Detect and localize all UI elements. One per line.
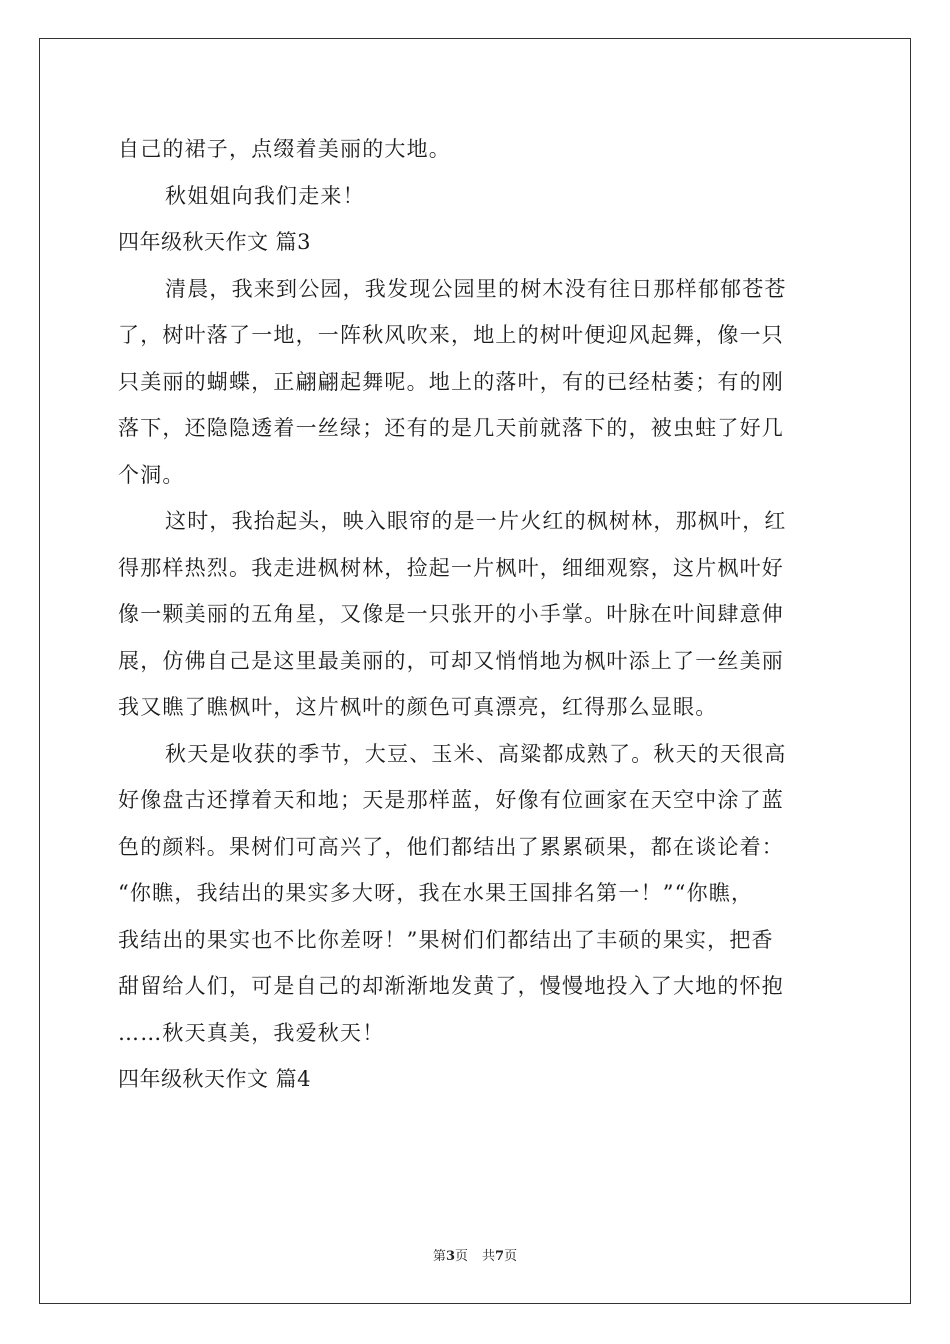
- page-footer: [0, 1248, 950, 1266]
- paragraph-line: 了，树叶落了一地，一阵秋风吹来，地上的树叶便迎风起舞，像一只: [118, 323, 784, 347]
- paragraph-line: 好像盘古还撑着天和地；天是那样蓝，好像有位画家在天空中涂了蓝: [118, 788, 784, 812]
- paragraph-line: “你瞧，我结出的果实多大呀，我在水果王国排名第一！”“你瞧，: [118, 881, 754, 905]
- paragraph-line: 像一颗美丽的五角星，又像是一只张开的小手掌。叶脉在叶间肆意伸: [118, 602, 784, 626]
- paragraph-line: 自己的裙子，点缀着美丽的大地。: [118, 137, 451, 161]
- total-label-suffix: 页: [504, 1249, 518, 1264]
- paragraph-line: 落下，还隐隐透着一丝绿；还有的是几天前就落下的，被虫蛀了好几: [118, 416, 784, 440]
- paragraph-line: 甜留给人们，可是自己的却渐渐地发黄了，慢慢地投入了大地的怀抱: [118, 974, 784, 998]
- total-label-prefix: 共: [482, 1249, 496, 1264]
- paragraph-line: 展，仿佛自己是这里最美丽的，可却又悄悄地为枫叶添上了一丝美丽: [118, 648, 784, 673]
- total-pages-number: 7: [495, 1249, 505, 1264]
- paragraph-line: 秋姐姐向我们走来！: [165, 183, 365, 208]
- current-page-number: 3: [445, 1249, 455, 1264]
- paragraph-line: 清晨，我来到公园，我发现公园里的树木没有往日那样郁郁苍苍: [165, 276, 787, 301]
- section-heading: 四年级秋天作文 篇3: [118, 230, 312, 254]
- paragraph-line: ……秋天真美，我爱秋天！: [118, 1020, 385, 1045]
- paragraph-line: 得那样热烈。我走进枫树林，捡起一片枫叶，细细观察，这片枫叶好: [118, 555, 784, 580]
- paragraph-line: 个洞。: [118, 462, 185, 487]
- page-label-prefix: 第: [432, 1249, 446, 1264]
- paragraph-line: 我结出的果实也不比你差呀！”果树们们都结出了丰硕的果实，把香: [118, 927, 774, 952]
- paragraph-line: 秋天是收获的季节，大豆、玉米、高粱都成熟了。秋天的天很高: [165, 741, 787, 766]
- section-heading: 四年级秋天作文 篇4: [118, 1067, 312, 1091]
- paragraph-line: 只美丽的蝴蝶，正翩翩起舞呢。地上的落叶，有的已经枯萎；有的刚: [118, 369, 784, 394]
- paragraph-line: 色的颜料。果树们可高兴了，他们都结出了累累硕果，都在谈论着：: [118, 834, 784, 859]
- page-label-suffix: 页: [454, 1249, 468, 1264]
- paragraph-line: 这时，我抬起头，映入眼帘的是一片火红的枫树林，那枫叶，红: [165, 509, 787, 533]
- paragraph-line: 我又瞧了瞧枫叶，这片枫叶的颜色可真漂亮，红得那么显眼。: [118, 695, 718, 719]
- document-body: [118, 126, 834, 1103]
